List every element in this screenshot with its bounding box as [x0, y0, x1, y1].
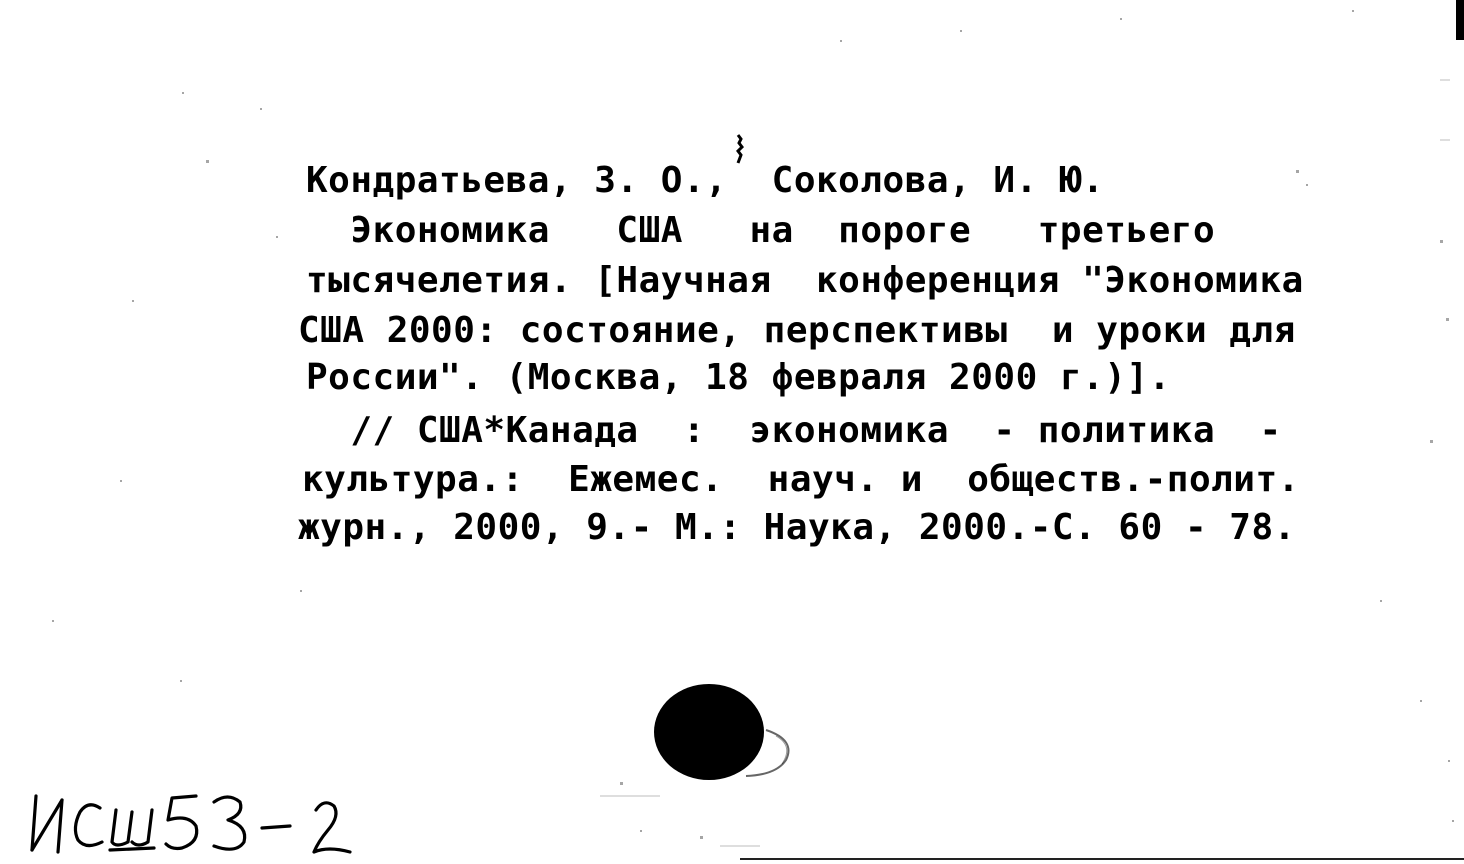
card-title-line-4: России". (Москва, 18 февраля 2000 г.)].: [306, 357, 1171, 398]
card-title-line-1: Экономика США на пороге третьего: [306, 210, 1216, 251]
handwritten-call-number: [28, 786, 388, 860]
card-source-line-2: культура.: Ежемес. науч. и обществ.-полит.: [302, 459, 1300, 500]
card-title-line-2: тысячелетия. [Научная конференция "Экономика: [306, 260, 1304, 301]
card-title-line-3: США 2000: состояние, перспективы и уроки для: [298, 310, 1296, 351]
card-edge-right: [1456, 0, 1464, 40]
card-author-line: Кондратьева, З. О., Соколова, И. Ю.: [306, 160, 1105, 201]
card-source-line-3: журн., 2000, 9.- М.: Наука, 2000.-С. 60 - 78.: [298, 507, 1296, 548]
punch-hole-shadow: [736, 720, 806, 780]
card-source-line-1: // США*Канада : экономика - политика -: [306, 410, 1282, 451]
card-edge-bottom: [740, 858, 1464, 860]
